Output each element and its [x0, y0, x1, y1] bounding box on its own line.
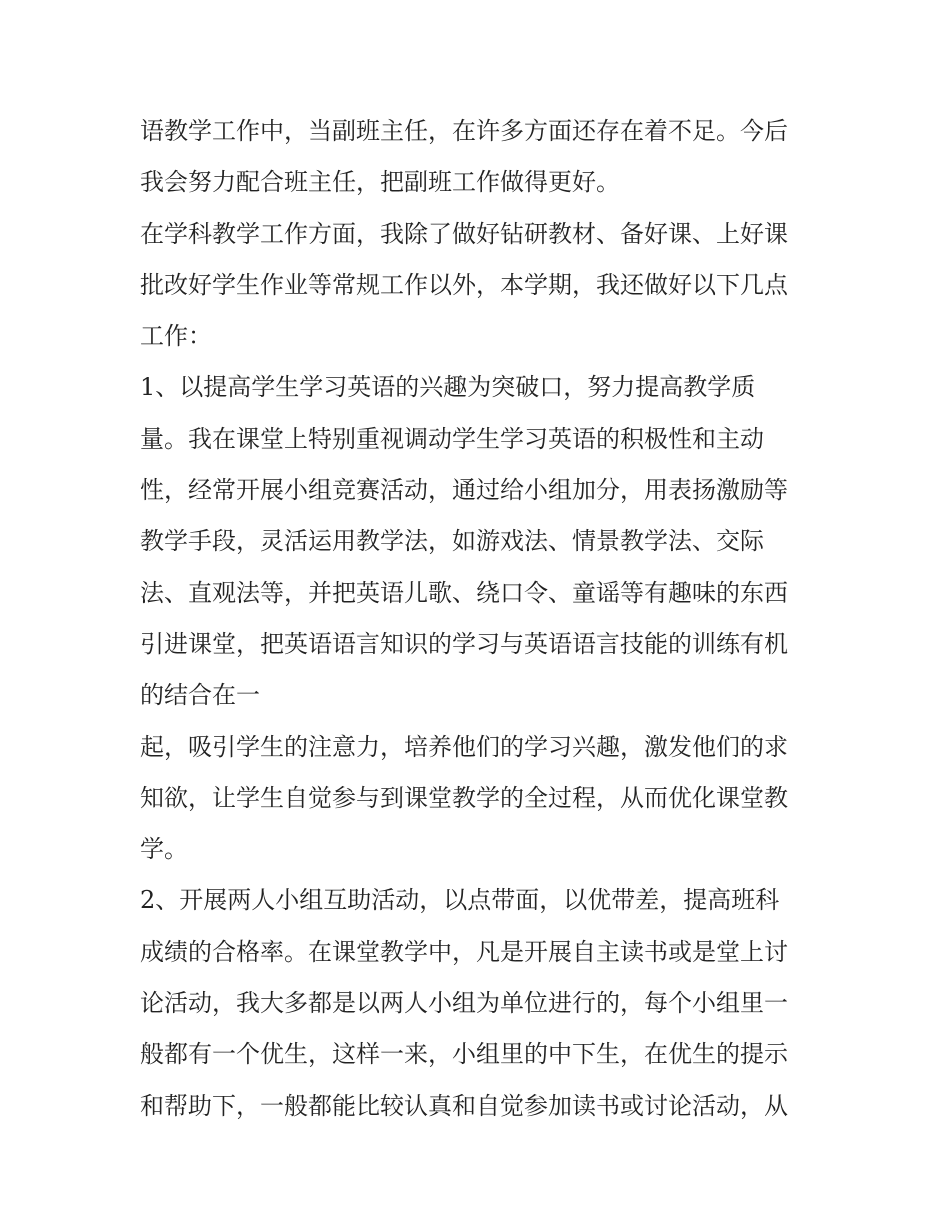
text-line: 论活动，我大多都是以两人小组为单位进行的，每个小组里一: [140, 989, 788, 1018]
text-line: 2、开展两人小组互助活动，以点带面，以优带差，提高班科: [140, 886, 780, 915]
body-text: [140, 106, 830, 1132]
text-line: 教学手段，灵活运用教学法，如游戏法、情景教学法、交际: [140, 527, 764, 556]
text-line: 批改好学生作业等常规工作以外，本学期，我还做好以下几点: [140, 270, 788, 299]
text-line: 在学科教学工作方面，我除了做好钻研教材、备好课、上好课: [140, 219, 788, 248]
text-line: 语教学工作中，当副班主任，在许多方面还存在着不足。今后: [140, 117, 788, 145]
text-line: 性，经常开展小组竞赛活动，通过给小组加分，用表扬激励等: [140, 476, 788, 505]
text-line: 引进课堂，把英语语言知识的学习与英语语言技能的训练有机: [140, 629, 788, 658]
text-line: 量。我在课堂上特别重视调动学生学习英语的积极性和主动: [140, 424, 764, 453]
text-line: 和帮助下，一般都能比较认真和自觉参加读书或讨论活动，从: [140, 1091, 788, 1120]
text-line: 我会努力配合班主任，把副班工作做得更好。: [140, 168, 620, 197]
text-line: 知欲，让学生自觉参与到课堂教学的全过程，从而优化课堂教: [140, 783, 788, 812]
text-line: 成绩的合格率。在课堂教学中，凡是开展自主读书或是堂上讨: [140, 937, 788, 966]
text-line: 学。: [140, 835, 188, 864]
text-line: 起，吸引学生的注意力，培养他们的学习兴趣，激发他们的求: [140, 732, 788, 761]
text-line: 法、直观法等，并把英语儿歌、绕口令、童谣等有趣味的东西: [140, 578, 788, 607]
text-line: 的结合在一: [140, 681, 260, 710]
text-line: 1、以提高学生学习英语的兴趣为突破口，努力提高教学质: [140, 373, 756, 402]
text-line: 工作：: [140, 322, 212, 351]
text-line: 般都有一个优生，这样一来，小组里的中下生，在优生的提示: [140, 1040, 788, 1069]
